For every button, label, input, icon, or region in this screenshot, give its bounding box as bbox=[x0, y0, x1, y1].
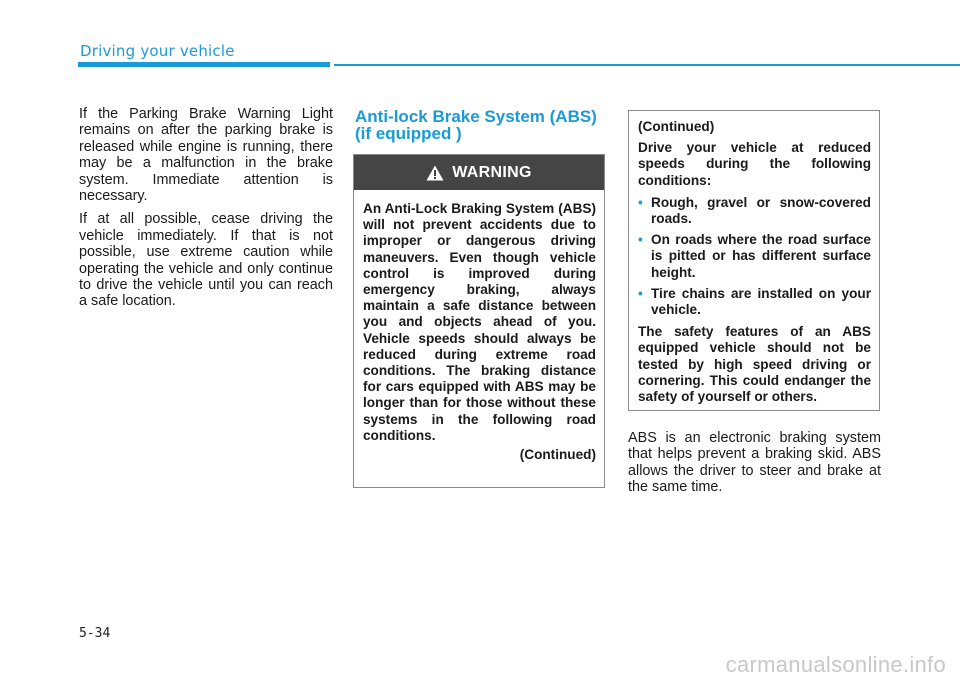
paragraph: If the Parking Brake Warning Light remains on after the parking brake is released while engine is running, there may be a malfunction in the brake system. Immediate attention is necessary. bbox=[79, 106, 333, 205]
continued-label: (Continued) bbox=[638, 119, 715, 134]
warning-triangle-icon bbox=[426, 165, 444, 181]
section-title: Driving your vehicle bbox=[80, 42, 235, 60]
bullet-icon: • bbox=[638, 232, 643, 248]
warning-text: An Anti-Lock Braking System (ABS) will not prevent accidents due to improper or dangerous driving maneuvers. Even though vehicle control is improved during emergency braking, always maintain a safe distance between you and objects ahead of you. Vehicle speeds should always be reduced during extreme road conditions. The braking distance for cars equipped with ABS may be longer than for those without these systems in the following road conditions. bbox=[363, 201, 596, 443]
list-item: • Rough, gravel or snow-covered roads. bbox=[638, 194, 871, 227]
warning-header bbox=[354, 155, 604, 190]
warning-continued: (Continued) bbox=[519, 447, 596, 463]
watermark: carmanualsonline.info bbox=[725, 652, 946, 677]
continued-warning-box bbox=[628, 110, 880, 411]
list-item: • Tire chains are installed on your vehicle. bbox=[638, 285, 871, 318]
bullet-icon: • bbox=[638, 194, 643, 210]
warning-body bbox=[354, 190, 604, 463]
continued-closing: The safety features of an ABS equipped vehicle should not be tested by high speed driving or cornering. This could endanger the safety of yourself or others. bbox=[638, 324, 871, 405]
header-rule-thick bbox=[78, 62, 330, 67]
parking-brake-text bbox=[79, 106, 333, 317]
condition-list bbox=[638, 195, 871, 318]
paragraph: If at all possible, cease driving the vehicle immediately. If that is not possible, use extreme caution while operating the vehicle and only continue to drive the vehicle until you can reach a safe location. bbox=[79, 211, 333, 310]
warning-title: WARNING bbox=[452, 163, 532, 181]
warning-box bbox=[353, 154, 605, 488]
continued-intro: Drive your vehicle at reduced speeds during the following conditions: bbox=[638, 140, 871, 188]
abs-description: ABS is an electronic braking system that helps prevent a braking skid. ABS allows the driver to steer and brake at the same time. bbox=[628, 430, 881, 496]
abs-heading: Anti-lock Brake System (ABS) (if equipped ) bbox=[355, 107, 597, 143]
list-item: • On roads where the road surface is pitted or has different surface height. bbox=[638, 232, 871, 280]
page-number: 5-34 bbox=[79, 626, 111, 641]
header-rule-thin bbox=[334, 64, 960, 66]
bullet-icon: • bbox=[638, 285, 643, 301]
